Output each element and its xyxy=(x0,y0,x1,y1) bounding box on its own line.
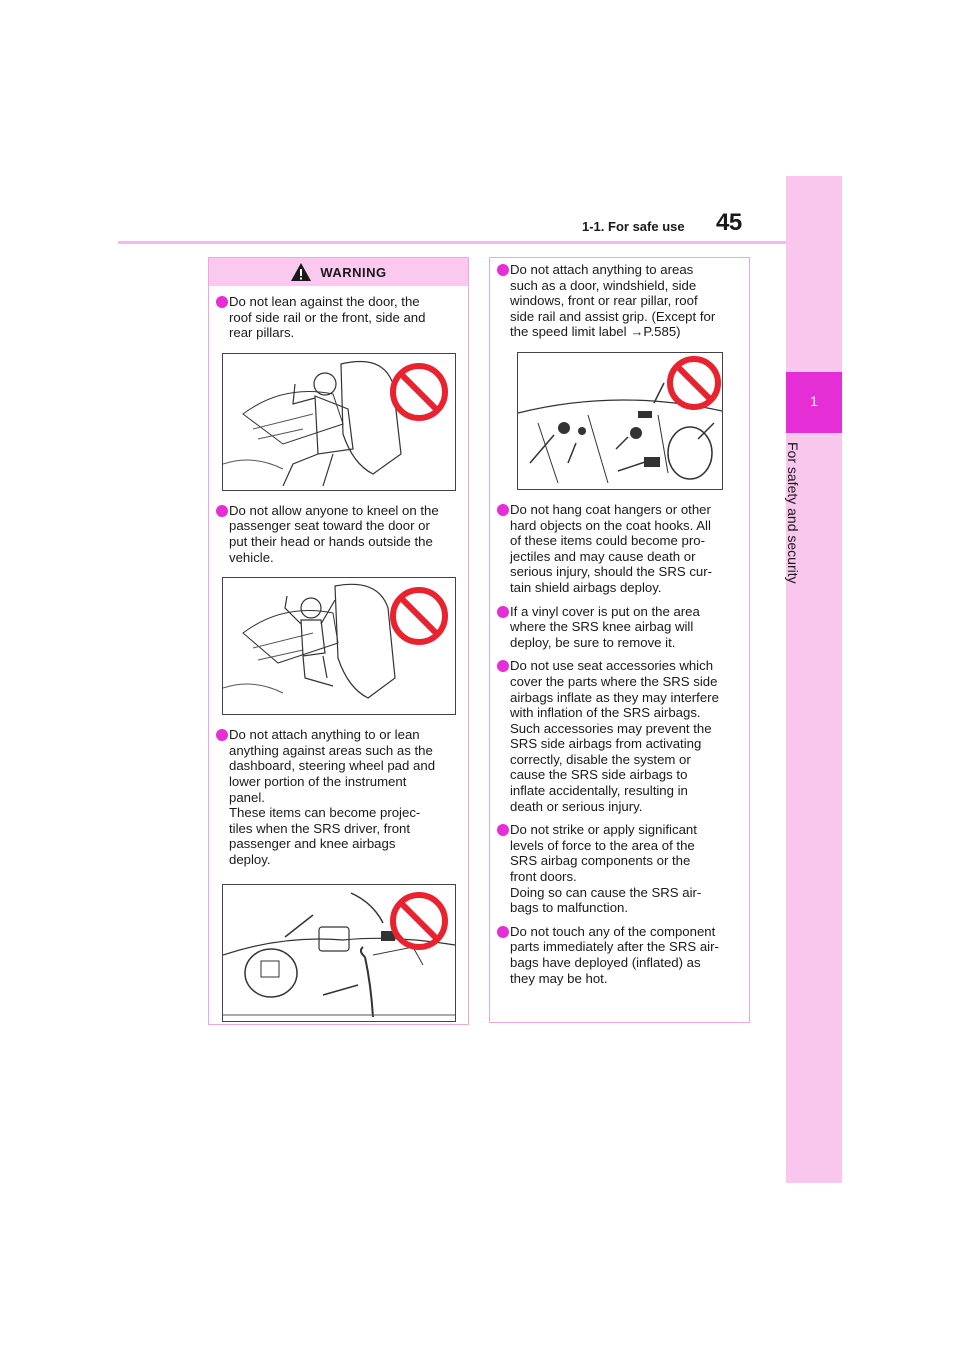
list-item-text: Do not use seat accessories which cover the parts where the SRS side airbags inflate as they may interfere with inflation of the SRS airbags. Such accessories may prevent the SRS side airbags from activating correctly, disable the system or cause the SRS side airbags to inflate accidentally, resulting in death or serious injury. xyxy=(510,658,719,814)
warning-panel-left xyxy=(208,257,469,1025)
list-item xyxy=(490,924,749,986)
warning-heading xyxy=(209,258,468,286)
bullet-icon xyxy=(497,824,509,836)
list-item-text: If a vinyl cover is put on the area where the SRS knee airbag will deploy, be sure to remove it. xyxy=(510,603,700,650)
bullet-icon xyxy=(497,264,509,276)
bullet-icon xyxy=(216,729,228,741)
bullet-icon xyxy=(497,504,509,516)
list-item xyxy=(209,294,468,341)
bullet-icon xyxy=(497,606,509,618)
page-number: 45 xyxy=(716,209,742,236)
list-item-text: Do not attach anything to or lean anything against areas such as the dashboard, steering wheel pad and lower portion of the instrument panel. These items can become projec- tiles when the SRS driver, front passenger and knee airbags deploy. xyxy=(229,727,436,867)
leaning-person-illustration xyxy=(223,354,455,490)
section-title: 1-1. For safe use xyxy=(582,219,685,234)
kneeling-person-illustration xyxy=(223,578,455,714)
illustration-dashboard-objects xyxy=(222,884,456,1022)
chapter-title-vertical xyxy=(785,442,943,584)
list-item xyxy=(209,503,468,565)
list-item xyxy=(209,727,468,867)
list-item xyxy=(490,502,749,596)
bullet-icon xyxy=(497,660,509,672)
list-item xyxy=(490,262,749,340)
list-item-text: Do not hang coat hangers or other hard objects on the coat hooks. All of these items could become pro- jectiles and may cause death or serious injury, should the SRS cur- tain shield airbags deploy. xyxy=(510,501,713,595)
warning-panel-right xyxy=(489,257,750,1023)
illustration-leaning-on-door xyxy=(222,353,456,491)
bullet-icon xyxy=(216,296,228,308)
list-item xyxy=(490,604,749,651)
chapter-side-tab xyxy=(786,176,842,1183)
bullet-icon xyxy=(216,505,228,517)
header-divider xyxy=(118,241,786,244)
bullet-icon xyxy=(497,926,509,938)
chapter-title: For safety and security xyxy=(785,442,801,584)
list-item-text: Do not attach anything to areas such as a door, windshield, side windows, front or rear pillar, roof side rail and assist grip. (Except for the speed limit label →P.585) xyxy=(510,262,716,340)
warning-heading-label: WARNING xyxy=(320,264,387,280)
warning-triangle-icon xyxy=(290,262,312,282)
list-item-text: Do not strike or apply significant levels of force to the area of the SRS airbag components or the front doors. Doing so can cause the SRS air- bags to malfunction. xyxy=(510,822,702,916)
pillars-illustration xyxy=(518,353,722,489)
list-item-text: Do not lean against the door, the roof side rail or the front, side and rear pillars. xyxy=(229,294,426,341)
illustration-kneeling-on-seat xyxy=(222,577,456,715)
dashboard-illustration xyxy=(223,885,455,1021)
list-item-text: Do not touch any of the component parts immediately after the SRS air- bags have deployed (inflated) as they may be hot. xyxy=(510,923,719,986)
chapter-number: 1 xyxy=(810,393,818,409)
list-item xyxy=(490,822,749,916)
illustration-pillars-and-windows xyxy=(517,352,723,490)
list-item xyxy=(490,658,749,814)
list-item-text: Do not allow anyone to kneel on the passenger seat toward the door or put their head or hands outside the vehicle. xyxy=(229,502,439,565)
